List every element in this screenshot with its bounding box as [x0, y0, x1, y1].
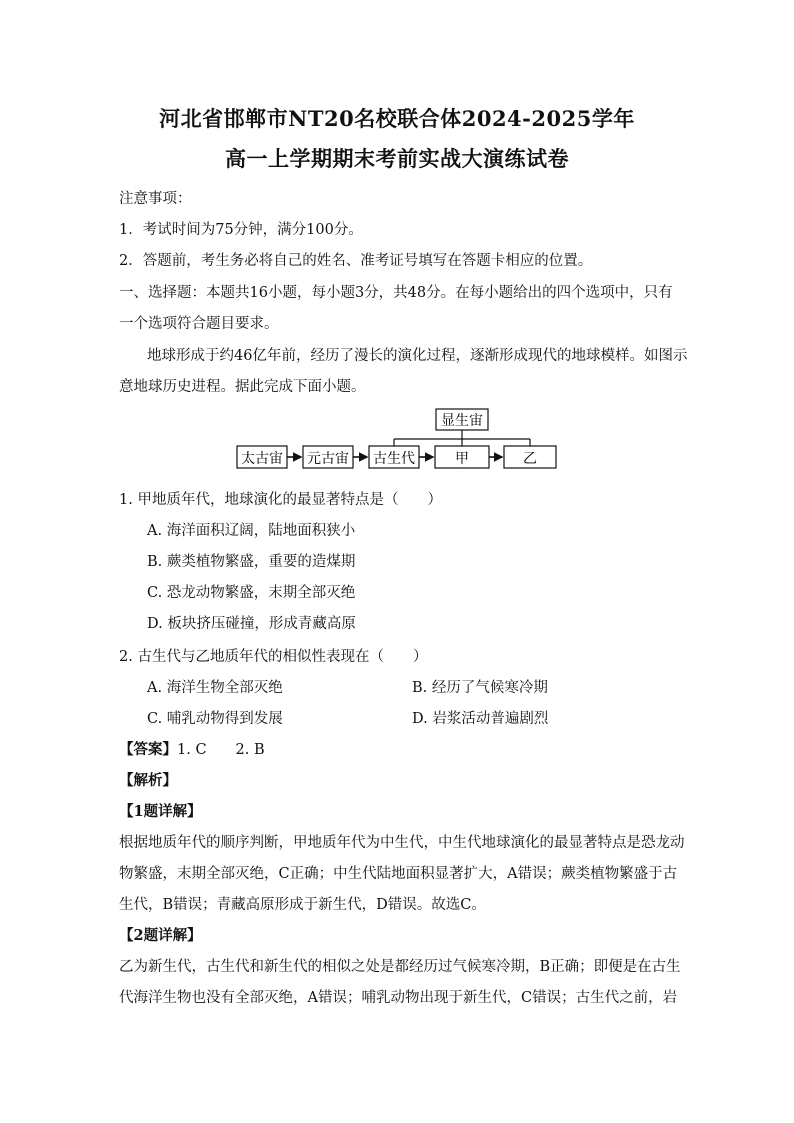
diagram-box-jia-label: 甲 — [455, 451, 469, 467]
notice-item-1: 1．考试时间为75分钟，满分100分。 — [119, 222, 363, 238]
answer-text: 1. C 2. B — [177, 742, 265, 758]
diagram-top-box-label: 显生宙 — [441, 413, 483, 429]
stem-line-1: 地球形成于约46亿年前，经历了漫长的演化过程，逐渐形成现代的地球模样。如图示 — [147, 348, 688, 364]
question-1-option-b: B. 蕨类植物繁盛，重要的造煤期 — [147, 554, 356, 570]
diagram-box-yi-label: 乙 — [523, 451, 537, 467]
answer-line — [119, 738, 679, 759]
analysis-label: 【解析】 — [119, 772, 177, 789]
notice-item-2: 2．答题前，考生务必将自己的姓名、准考证号填写在答题卡相应的位置。 — [119, 253, 593, 269]
detail-2-line-2: 代海洋生物也没有全部灭绝，A错误；哺乳动物出现于新生代，C错误；古生代之前，岩 — [119, 990, 678, 1006]
section-instructions-line-2: 一个选项符合题目要求。 — [119, 316, 279, 332]
stem-line-2: 意地球历史进程。据此完成下面小题。 — [119, 379, 366, 395]
detail-1-line-3: 生代，B错误；青藏高原形成于新生代，D错误。故选C。 — [119, 897, 486, 913]
detail-2-line-1: 乙为新生代，古生代和新生代的相似之处是都经历过气候寒冷期，B正确；即便是在古生 — [119, 959, 681, 975]
title-line-1: 河北省邯郸市NT20名校联合体2024-2025学年 — [159, 106, 635, 131]
question-1-option-c: C. 恐龙动物繁盛，末期全部灭绝 — [147, 585, 356, 601]
section-instructions-line-1: 一、选择题：本题共16小题，每小题3分，共48分。在每小题给出的四个选项中，只有 — [119, 285, 673, 301]
title-line-2: 高一上学期期末考前实战大演练试卷 — [225, 146, 569, 171]
detail-1-line-1: 根据地质年代的顺序判断，甲地质年代为中生代，中生代地球演化的最显著特点是恐龙动 — [119, 835, 685, 851]
question-1-stem: 1. 甲地质年代，地球演化的最显著特点是（ ） — [119, 492, 442, 508]
detail-2-label: 【2题详解】 — [119, 927, 202, 944]
geologic-time-diagram — [236, 408, 558, 470]
notice-heading: 注意事项： — [119, 191, 192, 207]
question-2-option-d: D. 岩浆活动普遍剧烈 — [412, 711, 549, 727]
question-2-option-c: C. 哺乳动物得到发展 — [147, 711, 283, 727]
detail-1-line-2: 物繁盛，末期全部灭绝，C正确；中生代陆地面积显著扩大，A错误；蕨类植物繁盛于古 — [119, 866, 678, 882]
diagram-box-archean-label: 太古宙 — [241, 451, 283, 467]
diagram-box-paleozoic-label: 古生代 — [373, 451, 415, 467]
question-1-option-d: D. 板块挤压碰撞，形成青藏高原 — [147, 616, 356, 632]
detail-1-label: 【1题详解】 — [119, 803, 202, 820]
question-2-option-a: A. 海洋生物全部灭绝 — [147, 680, 283, 696]
question-1-option-a: A. 海洋面积辽阔，陆地面积狭小 — [147, 523, 356, 539]
diagram-box-proterozoic-label: 元古宙 — [307, 451, 349, 467]
question-2-option-b: B. 经历了气候寒冷期 — [412, 680, 548, 696]
answer-label: 【答案】 — [119, 741, 177, 758]
question-2-stem: 2. 古生代与乙地质年代的相似性表现在（ ） — [119, 649, 428, 665]
